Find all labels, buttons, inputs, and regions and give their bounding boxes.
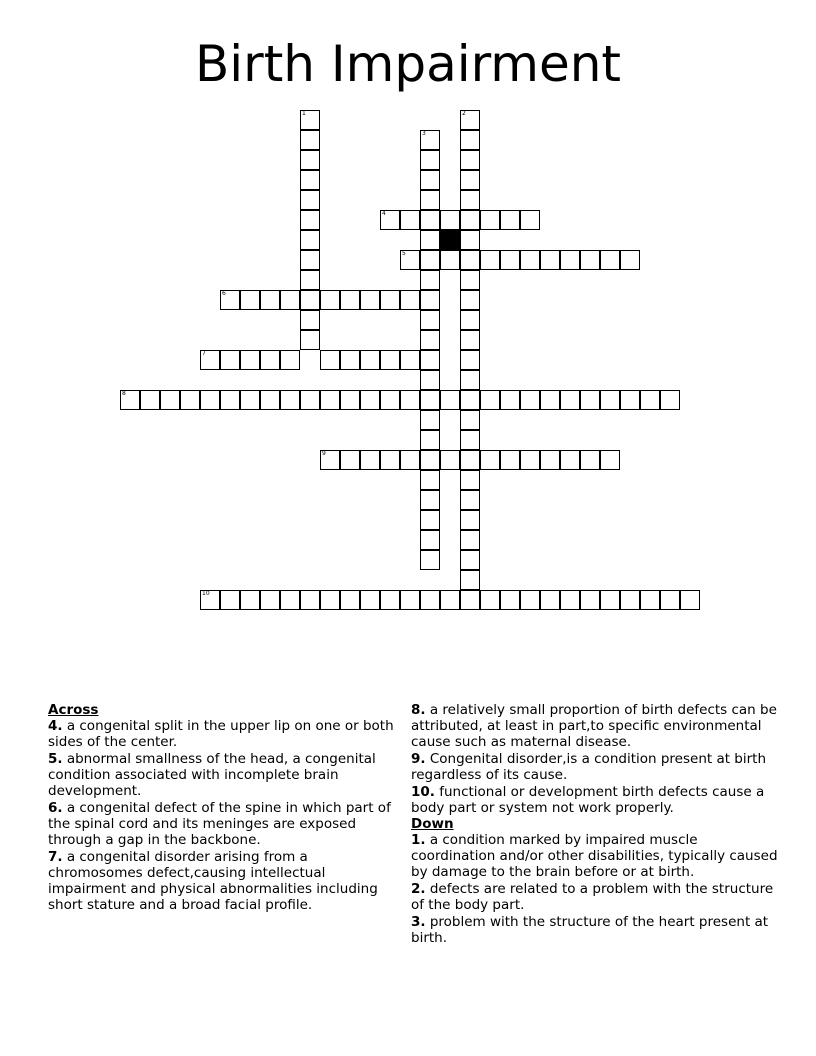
- clue-number-label: 2: [462, 110, 466, 117]
- grid-cell[interactable]: [460, 350, 480, 370]
- grid-cell[interactable]: [420, 270, 440, 290]
- clues-column-left: [48, 702, 398, 913]
- grid-cell[interactable]: [380, 350, 400, 370]
- grid-cell[interactable]: [520, 250, 540, 270]
- clue-text: a relatively small proportion of birth defects can be attributed, at least in part,to specific environmental cause such as maternal disease.: [411, 702, 777, 750]
- clue-number: 10.: [411, 784, 435, 800]
- grid-cell[interactable]: [420, 130, 440, 150]
- grid-cell[interactable]: [660, 590, 680, 610]
- grid-cell[interactable]: [500, 590, 520, 610]
- grid-cell[interactable]: [220, 290, 240, 310]
- grid-cell[interactable]: [340, 450, 360, 470]
- grid-cell[interactable]: [420, 290, 440, 310]
- grid-cell[interactable]: [480, 590, 500, 610]
- grid-cell[interactable]: [520, 210, 540, 230]
- grid-cell[interactable]: [500, 210, 520, 230]
- grid-cell[interactable]: [600, 450, 620, 470]
- grid-cell[interactable]: [460, 110, 480, 130]
- clue-number: 4.: [48, 718, 63, 734]
- grid-cell[interactable]: [560, 250, 580, 270]
- clue-number: 9.: [411, 751, 426, 767]
- grid-cell[interactable]: [420, 470, 440, 490]
- grid-cell[interactable]: [580, 390, 600, 410]
- grid-cell[interactable]: [460, 590, 480, 610]
- grid-cell[interactable]: [460, 430, 480, 450]
- clue-text: a condition marked by impaired muscle coordination and/or other disabilities, typically caused by damage to the brain before or at birth.: [411, 832, 778, 880]
- grid-cell[interactable]: [500, 250, 520, 270]
- grid-cell[interactable]: [420, 250, 440, 270]
- grid-cell[interactable]: [660, 390, 680, 410]
- grid-cell[interactable]: [480, 250, 500, 270]
- grid-cell[interactable]: [440, 450, 460, 470]
- grid-cell[interactable]: [360, 290, 380, 310]
- grid-cell[interactable]: [260, 350, 280, 370]
- clue-number-label: 5: [402, 250, 406, 257]
- grid-cell[interactable]: [200, 590, 220, 610]
- grid-cell[interactable]: [240, 290, 260, 310]
- grid-cell[interactable]: [460, 290, 480, 310]
- grid-cell[interactable]: [600, 590, 620, 610]
- clue-item: [48, 800, 398, 848]
- grid-cell[interactable]: [340, 290, 360, 310]
- grid-cell[interactable]: [300, 210, 320, 230]
- grid-cell[interactable]: [580, 450, 600, 470]
- grid-cell[interactable]: [460, 210, 480, 230]
- grid-cell[interactable]: [300, 390, 320, 410]
- grid-cell[interactable]: [400, 450, 420, 470]
- grid-cell[interactable]: [420, 330, 440, 350]
- grid-cell[interactable]: [320, 390, 340, 410]
- grid-cell[interactable]: [300, 230, 320, 250]
- grid-cell[interactable]: [520, 390, 540, 410]
- grid-cell[interactable]: [460, 470, 480, 490]
- grid-cell[interactable]: [120, 390, 140, 410]
- grid-cell[interactable]: [600, 250, 620, 270]
- grid-cell[interactable]: [180, 390, 200, 410]
- grid-cell[interactable]: [280, 590, 300, 610]
- grid-cell[interactable]: [460, 250, 480, 270]
- clue-number: 1.: [411, 832, 426, 848]
- grid-cell[interactable]: [240, 350, 260, 370]
- grid-cell[interactable]: [240, 390, 260, 410]
- grid-cell[interactable]: [340, 350, 360, 370]
- grid-cell[interactable]: [460, 310, 480, 330]
- clue-number-label: 8: [122, 390, 126, 397]
- grid-cell[interactable]: [460, 570, 480, 590]
- grid-cell[interactable]: [360, 450, 380, 470]
- grid-cell[interactable]: [420, 550, 440, 570]
- grid-cell[interactable]: [380, 590, 400, 610]
- grid-cell[interactable]: [380, 450, 400, 470]
- grid-cell[interactable]: [560, 590, 580, 610]
- grid-cell[interactable]: [300, 170, 320, 190]
- puzzle-title: Birth Impairment: [194, 35, 622, 93]
- grid-cell[interactable]: [200, 350, 220, 370]
- grid-cell[interactable]: [420, 170, 440, 190]
- grid-cell[interactable]: [680, 590, 700, 610]
- grid-cell[interactable]: [480, 450, 500, 470]
- grid-cell[interactable]: [580, 590, 600, 610]
- grid-cell[interactable]: [460, 510, 480, 530]
- grid-cell[interactable]: [300, 270, 320, 290]
- grid-cell[interactable]: [300, 250, 320, 270]
- grid-cell[interactable]: [260, 390, 280, 410]
- grid-cell[interactable]: [620, 390, 640, 410]
- grid-cell[interactable]: [320, 590, 340, 610]
- grid-cell[interactable]: [300, 310, 320, 330]
- grid-cell[interactable]: [460, 370, 480, 390]
- grid-cell[interactable]: [460, 390, 480, 410]
- clue-text: a congenital split in the upper lip on one or both sides of the center.: [48, 718, 394, 750]
- clue-number: 7.: [48, 849, 63, 865]
- grid-cell[interactable]: [480, 390, 500, 410]
- grid-cell[interactable]: [300, 150, 320, 170]
- clue-number: 3.: [411, 914, 426, 930]
- grid-cell[interactable]: [420, 210, 440, 230]
- clue-item: [411, 914, 781, 946]
- grid-cell[interactable]: [300, 290, 320, 310]
- grid-cell[interactable]: [260, 590, 280, 610]
- grid-cell[interactable]: [220, 590, 240, 610]
- grid-cell[interactable]: [640, 390, 660, 410]
- across-heading: Across: [48, 702, 99, 718]
- down-clue-list: [411, 832, 781, 946]
- grid-cell[interactable]: [460, 130, 480, 150]
- clue-number: 6.: [48, 800, 63, 816]
- grid-cell[interactable]: [520, 450, 540, 470]
- clue-text: Congenital disorder,is a condition present at birth regardless of its cause.: [411, 751, 767, 783]
- clue-item: [48, 718, 398, 750]
- grid-cell[interactable]: [460, 450, 480, 470]
- grid-cell[interactable]: [380, 390, 400, 410]
- grid-cell[interactable]: [420, 230, 440, 250]
- grid-cell[interactable]: [420, 430, 440, 450]
- grid-cell[interactable]: [400, 290, 420, 310]
- grid-cell[interactable]: [400, 350, 420, 370]
- grid-cell[interactable]: [420, 190, 440, 210]
- grid-cell[interactable]: [460, 170, 480, 190]
- grid-cell[interactable]: [320, 290, 340, 310]
- clue-number: 8.: [411, 702, 426, 718]
- grid-cell[interactable]: [320, 450, 340, 470]
- grid-cell[interactable]: [340, 590, 360, 610]
- grid-cell[interactable]: [420, 350, 440, 370]
- grid-cell[interactable]: [640, 590, 660, 610]
- grid-cell[interactable]: [380, 290, 400, 310]
- clue-number-label: 7: [202, 350, 206, 357]
- grid-cell[interactable]: [460, 270, 480, 290]
- clue-text: problem with the structure of the heart present at birth.: [411, 914, 769, 946]
- grid-cell[interactable]: [420, 450, 440, 470]
- grid-cell[interactable]: [520, 590, 540, 610]
- grid-cell[interactable]: [620, 590, 640, 610]
- grid-cell[interactable]: [440, 250, 460, 270]
- grid-cell[interactable]: [420, 410, 440, 430]
- grid-cell[interactable]: [420, 150, 440, 170]
- grid-cell[interactable]: [300, 590, 320, 610]
- grid-cell[interactable]: [480, 210, 500, 230]
- grid-cell[interactable]: [280, 350, 300, 370]
- grid-cell[interactable]: [580, 250, 600, 270]
- clue-number: 5.: [48, 751, 63, 767]
- clue-number-label: 3: [422, 130, 426, 137]
- grid-cell[interactable]: [320, 350, 340, 370]
- clue-text: a congenital defect of the spine in which part of the spinal cord and its meninges are exposed through a gap in the backbone.: [48, 800, 391, 848]
- clue-number: 2.: [411, 881, 426, 897]
- grid-cell[interactable]: [400, 390, 420, 410]
- grid-cell[interactable]: [600, 390, 620, 410]
- grid-cell[interactable]: [420, 310, 440, 330]
- clue-item: [411, 784, 781, 816]
- clue-text: abnormal smallness of the head, a congenital condition associated with incomplete brain development.: [48, 751, 376, 799]
- grid-cell[interactable]: [540, 390, 560, 410]
- grid-cell[interactable]: [420, 370, 440, 390]
- grid-cell[interactable]: [260, 290, 280, 310]
- grid-cell[interactable]: [400, 590, 420, 610]
- clue-text: functional or development birth defects cause a body part or system not work properly.: [411, 784, 765, 816]
- grid-cell[interactable]: [200, 390, 220, 410]
- grid-cell[interactable]: [440, 390, 460, 410]
- clue-number-label: 4: [382, 210, 386, 217]
- clue-item: [411, 751, 781, 783]
- grid-cell[interactable]: [360, 390, 380, 410]
- grid-cell[interactable]: [460, 410, 480, 430]
- grid-cell[interactable]: [540, 450, 560, 470]
- clue-item: [411, 702, 781, 750]
- grid-cell[interactable]: [560, 390, 580, 410]
- grid-cell[interactable]: [460, 330, 480, 350]
- clue-item: [411, 881, 781, 913]
- clue-text: defects are related to a problem with the structure of the body part.: [411, 881, 774, 913]
- clue-item: [48, 751, 398, 799]
- grid-cell[interactable]: [620, 250, 640, 270]
- grid-cell[interactable]: [420, 590, 440, 610]
- clue-item: [411, 832, 781, 880]
- clue-number-label: 10: [202, 590, 210, 597]
- grid-cell[interactable]: [160, 390, 180, 410]
- grid-cell[interactable]: [220, 350, 240, 370]
- grid-cell[interactable]: [440, 210, 460, 230]
- black-cell: [440, 230, 460, 250]
- grid-cell[interactable]: [420, 530, 440, 550]
- grid-cell[interactable]: [460, 490, 480, 510]
- grid-cell[interactable]: [460, 150, 480, 170]
- grid-cell[interactable]: [220, 390, 240, 410]
- grid-cell[interactable]: [360, 350, 380, 370]
- grid-cell[interactable]: [360, 590, 380, 610]
- clue-number-label: 6: [222, 290, 226, 297]
- grid-cell[interactable]: [560, 450, 580, 470]
- grid-cell[interactable]: [460, 530, 480, 550]
- grid-cell[interactable]: [300, 330, 320, 350]
- down-heading: Down: [411, 816, 454, 832]
- clue-item: [48, 849, 398, 913]
- clue-text: a congenital disorder arising from a chromosomes defect,causing intellectual impairment and physical abnormalities including short stature and a broad facial profile.: [48, 849, 378, 913]
- grid-cell[interactable]: [420, 510, 440, 530]
- across-clue-list-continued: [411, 702, 781, 816]
- grid-cell[interactable]: [400, 250, 420, 270]
- grid-cell[interactable]: [280, 390, 300, 410]
- grid-cell[interactable]: [300, 190, 320, 210]
- grid-cell[interactable]: [400, 210, 420, 230]
- grid-cell[interactable]: [420, 490, 440, 510]
- grid-cell[interactable]: [280, 290, 300, 310]
- clues-column-right: [411, 702, 781, 946]
- across-clue-list: [48, 718, 398, 913]
- grid-cell[interactable]: [440, 590, 460, 610]
- grid-cell[interactable]: [460, 190, 480, 210]
- clue-number-label: 9: [322, 450, 326, 457]
- grid-cell[interactable]: [460, 230, 480, 250]
- grid-cell[interactable]: [380, 210, 400, 230]
- grid-cell[interactable]: [500, 450, 520, 470]
- grid-cell[interactable]: [340, 390, 360, 410]
- clue-number-label: 1: [302, 110, 306, 117]
- grid-cell[interactable]: [140, 390, 160, 410]
- grid-cell[interactable]: [540, 590, 560, 610]
- grid-cell[interactable]: [540, 250, 560, 270]
- grid-cell[interactable]: [460, 550, 480, 570]
- grid-cell[interactable]: [240, 590, 260, 610]
- grid-cell[interactable]: [500, 390, 520, 410]
- grid-cell[interactable]: [300, 130, 320, 150]
- grid-cell[interactable]: [420, 390, 440, 410]
- grid-cell[interactable]: [300, 110, 320, 130]
